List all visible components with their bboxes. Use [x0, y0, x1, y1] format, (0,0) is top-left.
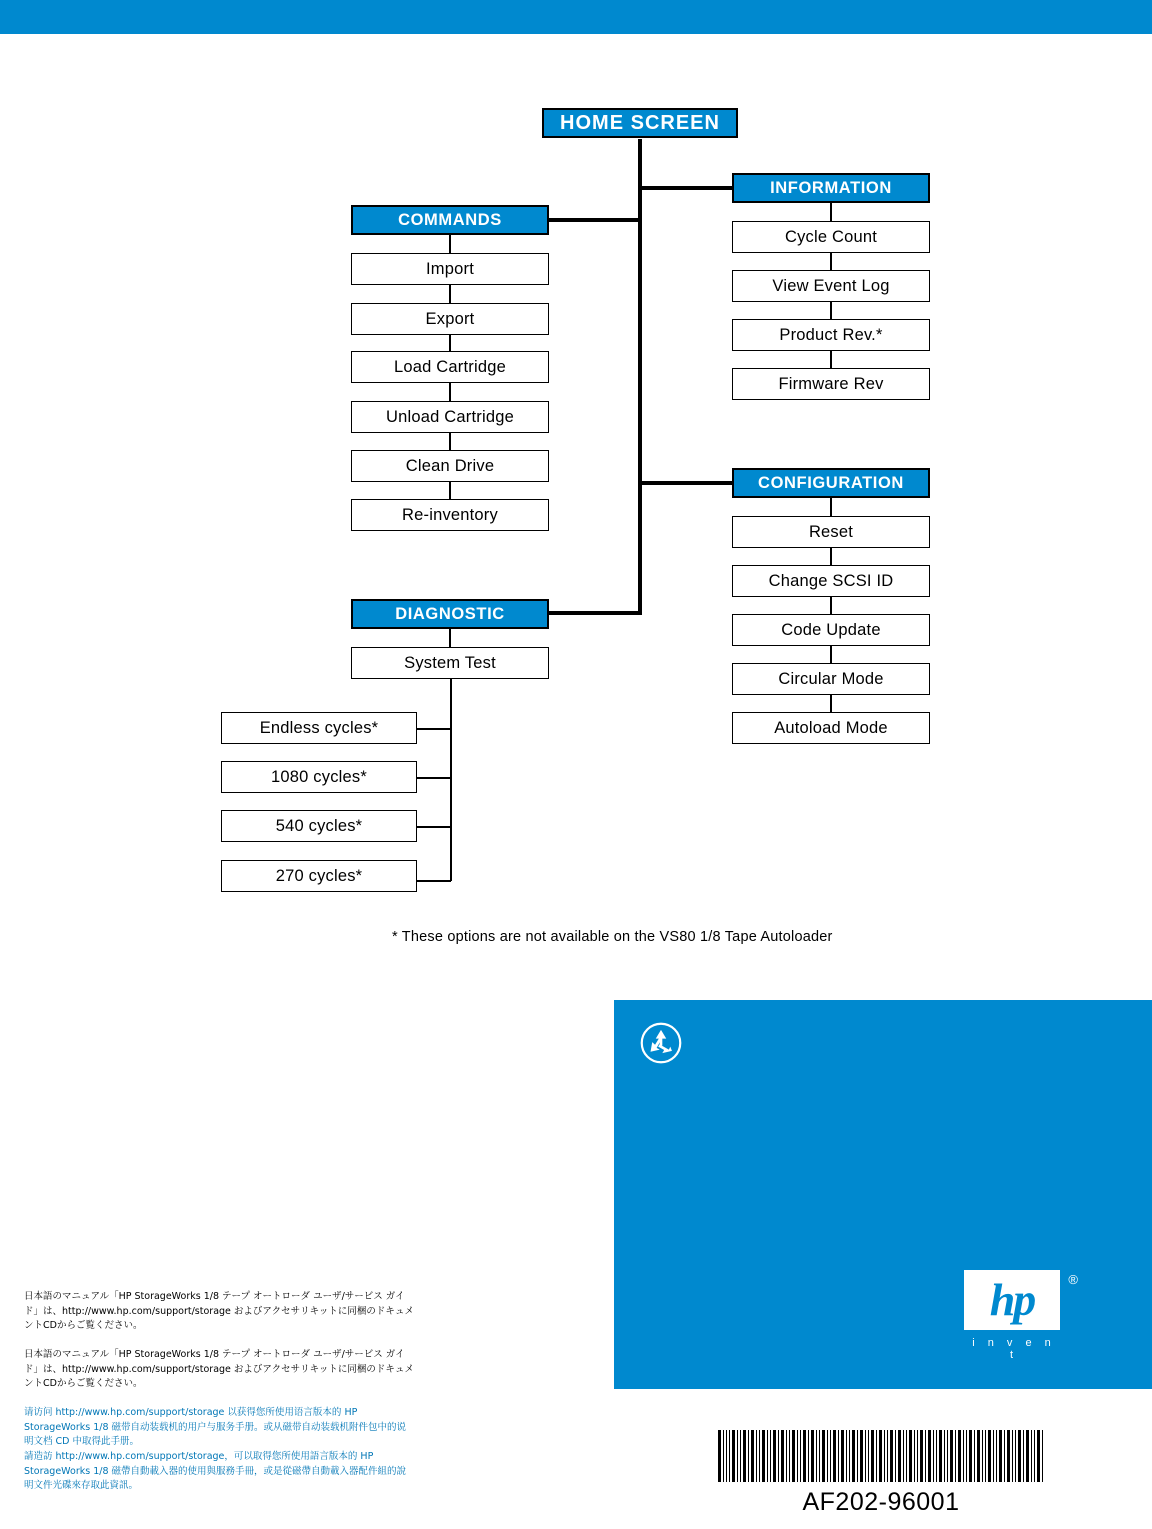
connector-home-to-configuration [638, 481, 734, 485]
hp-logo-text: hp [989, 1274, 1035, 1325]
barcode-bars [686, 1430, 1076, 1482]
node-configuration-header[interactable]: CONFIGURATION [732, 468, 930, 498]
node-commands-item[interactable]: Re-inventory [351, 499, 549, 531]
node-configuration-item[interactable]: Circular Mode [732, 663, 930, 695]
node-commands-header[interactable]: COMMANDS [351, 205, 549, 235]
hp-logo-tagline: i n v e n t [972, 1337, 1056, 1361]
connector-cycle-3 [417, 826, 451, 828]
node-diagnostic-subitem[interactable]: 540 cycles* [221, 810, 417, 842]
barcode-block [686, 1430, 1076, 1517]
connector-home-vertical [638, 139, 642, 489]
node-commands-item[interactable]: Unload Cartridge [351, 401, 549, 433]
barcode-number: AF202-96001 [802, 1488, 960, 1516]
connector-commands-to-home [549, 218, 641, 222]
node-diagnostic-item[interactable]: System Test [351, 647, 549, 679]
connector-cycle-2 [417, 777, 451, 779]
recycle-icon [640, 1022, 682, 1064]
node-configuration-item[interactable]: Change SCSI ID [732, 565, 930, 597]
node-home-screen[interactable]: HOME SCREEN [542, 108, 738, 138]
localized-note-zh-tw: 請造訪 http://www.hp.com/support/storage，可以取得您所使用語言版本的 HP StorageWorks 1/8 磁帶自動載入器的使用與服務手冊，或是從磁帶自動載入器配件組的說明文件光碟來存取此資訊。 [24, 1451, 407, 1492]
node-information-item[interactable]: View Event Log [732, 270, 930, 302]
node-information-item[interactable]: Firmware Rev [732, 368, 930, 400]
node-diagnostic-subitem[interactable]: 270 cycles* [221, 860, 417, 892]
node-information-item[interactable]: Product Rev.* [732, 319, 930, 351]
node-configuration-item[interactable]: Reset [732, 516, 930, 548]
localized-note-ja-1: 日本語のマニュアル「HP StorageWorks 1/8 テープ オートローダ ユーザ/サービス ガイド」は、http://www.hp.com/support/storage およびアクセサリキットに同梱のドキュメントCDからご覧ください。 [24, 1291, 414, 1332]
node-commands-item[interactable]: Load Cartridge [351, 351, 549, 383]
node-diagnostic-subitem[interactable]: Endless cycles* [221, 712, 417, 744]
connector-spine-diagnostic-vertical [638, 485, 642, 615]
node-diagnostic-header[interactable]: DIAGNOSTIC [351, 599, 549, 629]
blue-panel [614, 1000, 1152, 1389]
localized-note-zh-cn: 请访问 http://www.hp.com/support/storage 以获得您所使用语言版本的 HP StorageWorks 1/8 磁带自动装载机的用户与服务手册。或从磁带自动装载机附件包中的说明文档 CD 中取得此手册。 [24, 1407, 407, 1448]
hp-logo-registered: ® [1068, 1272, 1078, 1287]
localized-note-ja-2: 日本語のマニュアル「HP StorageWorks 1/8 テープ オートローダ ユーザ/サービス ガイド」は、http://www.hp.com/support/storage およびアクセサリキットに同梱のドキュメントCDからご覧ください。 [24, 1349, 414, 1390]
node-information-header[interactable]: INFORMATION [732, 173, 930, 203]
node-information-item[interactable]: Cycle Count [732, 221, 930, 253]
connector-cycle-1 [417, 728, 451, 730]
hp-logo [964, 1270, 1078, 1361]
connector-cycle-4 [417, 880, 451, 882]
node-configuration-item[interactable]: Autoload Mode [732, 712, 930, 744]
connector-home-to-information [638, 186, 734, 190]
node-commands-item[interactable]: Export [351, 303, 549, 335]
connector-cycles-vertical [450, 728, 452, 881]
diagram-footnote: * These options are not available on the VS80 1/8 Tape Autoloader [392, 929, 833, 945]
connector-diagnostic-to-spine [549, 611, 641, 615]
node-commands-item[interactable]: Import [351, 253, 549, 285]
node-commands-item[interactable]: Clean Drive [351, 450, 549, 482]
node-diagnostic-subitem[interactable]: 1080 cycles* [221, 761, 417, 793]
node-configuration-item[interactable]: Code Update [732, 614, 930, 646]
